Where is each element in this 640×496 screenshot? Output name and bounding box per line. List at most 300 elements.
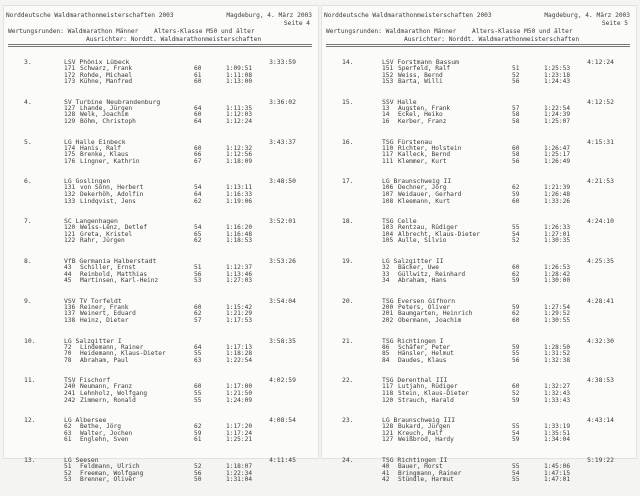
event-name: Wertungsrunden: Waldmarathon Männer [326,28,457,35]
start-number: 63 [64,429,72,437]
championship-title: Norddeutsche Waldmarathonmeisterschaften 2003 [324,12,492,19]
start-number: 122 [64,237,76,245]
team-name: LG Braunschweig II [382,177,452,186]
birth-year: 63 [194,356,202,364]
runner-row [322,151,636,158]
team-name: TSG Derenthal III [382,376,448,385]
header-rule [8,44,312,45]
birth-year: 60 [194,111,202,119]
team-total-time: 4:38:53 [587,376,614,385]
team-name: LG Goslingen [64,177,111,186]
runner-time: 1:17:24 [226,429,253,437]
team-entry [322,257,636,297]
runner-name: Abraham, Hans [398,277,447,285]
runner-time: 1:12:56 [226,151,253,159]
runner-time: 1:18:28 [226,350,253,358]
runner-row [322,430,636,437]
start-number: 136 [64,303,76,311]
birth-year: 54 [512,429,520,437]
runner-name: Kalleck, Bernd [398,151,451,159]
team-name: LG Salzgitter I [64,336,122,345]
start-number: 201 [382,310,394,318]
runner-time: 1:16:48 [226,230,253,238]
runner-time: 1:25:07 [544,117,571,125]
start-number: 121 [382,429,394,437]
team-total-time: 4:24:10 [587,217,614,226]
runner-row [322,390,636,397]
runner-name: Kühne, Manfred [80,78,133,86]
runner-list [322,304,636,324]
runner-name: Rohde, Michael [80,71,133,79]
team-total-time: 4:15:31 [587,137,614,146]
runner-row [322,383,636,390]
birth-year: 55 [512,423,520,431]
team-place: 7. [24,217,32,226]
runner-row [4,357,318,364]
runner-name: Weinert, Eduard [80,310,136,318]
start-number: 13 [382,104,390,112]
birth-year: 54 [194,184,202,192]
birth-year: 55 [512,350,520,358]
birth-year: 56 [194,469,202,477]
runner-row [322,78,636,85]
runner-name: Richter, Holstein [398,144,462,152]
runner-row [322,158,636,165]
runner-time: 1:33:26 [544,197,571,205]
birth-year: 65 [194,230,202,238]
runner-row [322,65,636,72]
team-name: TSG Richtingen II [382,455,448,464]
start-number: 127 [382,436,394,444]
runner-name: Obermann, Joachim [398,316,462,324]
birth-year: 55 [512,476,520,484]
runner-row [4,476,318,483]
runner-name: Weißbrod, Hardy [398,436,454,444]
birth-year: 54 [512,230,520,238]
runner-row [322,350,636,357]
runner-row [4,430,318,437]
start-number: 153 [382,78,394,86]
runner-row [322,304,636,311]
team-place: 14. [342,58,354,66]
runner-list [4,65,318,85]
team-place: 10. [24,336,36,345]
runner-name: Weidauer, Gerhard [398,190,462,198]
birth-year: 60 [194,383,202,391]
birth-year: 55 [512,224,520,232]
runner-row [4,65,318,72]
start-number: 241 [64,389,76,397]
birth-year: 50 [194,476,202,484]
start-number: 45 [64,277,72,285]
start-number: 171 [64,65,76,72]
runner-time: 1:25:21 [226,436,253,444]
age-class: Alters-Klasse M50 und älter [154,28,255,35]
birth-year: 60 [512,144,520,152]
birth-year: 67 [194,157,202,165]
birth-year: 55 [194,350,202,358]
team-entry [322,337,636,377]
team-entry [4,416,318,456]
birth-year: 51 [194,263,202,271]
team-name: LG Braunschweig III [382,416,456,425]
birth-year: 59 [512,436,520,444]
runner-name: Dechner, Jörg [398,184,447,192]
team-name: TSG Celle [382,217,417,226]
birth-year: 55 [512,462,520,470]
start-number: 78 [64,356,72,364]
team-place: 4. [24,97,32,106]
runner-list [4,423,318,443]
runner-row [322,198,636,205]
runner-row [322,476,636,483]
team-place: 12. [24,416,36,425]
runner-name: Güllwitz, Reinhard [398,270,466,278]
team-place: 5. [24,137,32,146]
runner-name: Lutjahn, Rüdiger [398,383,458,391]
runner-list [4,463,318,483]
team-entry [4,456,318,496]
runner-row [4,264,318,271]
team-name: SC Langenhagen [64,217,118,226]
runner-name: Bethe, Jörg [80,423,121,431]
runner-row [4,118,318,125]
birth-year: 61 [194,71,202,79]
event-name: Wertungsrunden: Waldmarathon Männer [8,28,139,35]
runner-time: 1:30:00 [544,277,571,285]
birth-year: 58 [512,151,520,159]
runner-name: Hänsler, Helmut [398,350,454,358]
championship-title: Norddeutsche Waldmarathonmeisterschaften 2003 [6,12,174,19]
runner-row [322,344,636,351]
runner-name: Schäfer, Peter [398,343,451,351]
runner-name: Lehnholz, Wolfgang [80,389,148,397]
runner-name: Neumann, Franz [80,383,133,391]
birth-year: 52 [194,462,202,470]
runner-time: 1:32:38 [544,356,571,364]
team-place: 8. [24,256,32,265]
start-number: 240 [64,383,76,391]
runner-row [322,271,636,278]
team-name: LSV Forstmann Bassum [382,58,459,66]
runner-row [4,151,318,158]
start-number: 40 [382,462,390,470]
runner-row [4,470,318,477]
runner-name: Zimmern, Ronald [80,396,136,404]
runner-name: Brenke, Klaus [80,151,129,159]
runner-list [4,264,318,284]
birth-year: 58 [512,111,520,119]
team-entry [322,58,636,98]
runner-time: 1:11:35 [226,104,253,112]
birth-year: 52 [512,71,520,79]
header-rule [326,46,630,47]
start-number: 42 [382,476,390,484]
runner-list [4,105,318,125]
runner-row [322,111,636,118]
runner-row [4,383,318,390]
start-number: 72 [64,343,72,351]
page-number: Seite 4 [283,20,310,27]
team-total-time: 4:02:59 [269,376,296,385]
runner-time: 1:22:34 [226,469,253,477]
team-place: 13. [24,455,36,464]
runner-row [322,264,636,271]
birth-year: 60 [512,383,520,391]
start-number: 105 [382,237,394,245]
start-number: 117 [382,151,394,159]
header-rule [326,44,630,45]
runner-row [4,423,318,430]
results-list [322,58,636,496]
runner-name: Augsten, Frank [398,104,451,112]
team-entry [322,217,636,257]
birth-year: 51 [512,65,520,72]
birth-year: 56 [512,157,520,165]
runner-list [322,105,636,125]
runner-name: Kleemann, Kurt [398,197,451,205]
team-total-time: 4:28:41 [587,296,614,305]
start-number: 138 [64,316,76,324]
birth-year: 60 [512,316,520,324]
start-number: 200 [382,303,394,311]
runner-row [4,390,318,397]
birth-year: 59 [512,396,520,404]
runner-time: 1:17:13 [226,343,253,351]
runner-name: Brenner, Oliver [80,476,136,484]
start-number: 202 [382,316,394,324]
page-right [322,6,636,484]
runner-time: 1:28:42 [544,270,571,278]
runner-list [322,145,636,165]
team-total-time: 4:21:53 [587,177,614,186]
runner-time: 1:33:19 [544,423,571,431]
team-total-time: 4:25:35 [587,256,614,265]
runner-name: Lindemann, Rainer [80,343,144,351]
runner-list [322,65,636,85]
team-place: 24. [342,455,354,464]
team-entry [4,257,318,297]
team-place: 6. [24,177,32,186]
age-class: Alters-Klasse M50 und älter [472,28,573,35]
start-number: 152 [382,71,394,79]
runner-time: 1:26:47 [544,144,571,152]
runner-row [4,436,318,443]
birth-year: 60 [194,65,202,72]
birth-year: 59 [512,303,520,311]
runner-list [322,383,636,403]
runner-name: Bauer, Horst [398,462,443,470]
runner-time: 1:26:48 [544,190,571,198]
runner-list [4,344,318,364]
runner-time: 1:32:27 [544,383,571,391]
birth-year: 60 [194,78,202,86]
start-number: 133 [64,197,76,205]
runner-row [322,72,636,79]
start-number: 33 [382,270,390,278]
runner-row [4,350,318,357]
runner-row [4,310,318,317]
start-number: 111 [382,157,394,165]
runner-list [4,224,318,244]
start-number: 120 [382,396,394,404]
runner-name: Martinsen, Karl-Heinz [80,277,159,285]
runner-row [322,237,636,244]
runner-row [4,191,318,198]
runner-name: Böhm, Christoph [80,117,136,125]
start-number: 129 [64,117,76,125]
start-number: 106 [382,184,394,192]
team-place: 3. [24,58,32,66]
runner-list [322,344,636,364]
runner-row [322,397,636,404]
start-number: 51 [64,462,72,470]
runner-name: Englehn, Sven [80,436,129,444]
page-header [322,6,636,58]
birth-year: 64 [194,343,202,351]
runner-time: 1:35:51 [544,429,571,437]
results-list [4,58,318,496]
runner-time: 1:28:50 [544,343,571,351]
runner-row [4,231,318,238]
runner-row [4,344,318,351]
birth-year: 64 [194,117,202,125]
birth-year: 62 [512,310,520,318]
runner-time: 1:12:37 [226,263,253,271]
start-number: 44 [64,270,72,278]
start-number: 128 [382,423,394,431]
team-entry [322,297,636,337]
runner-time: 1:21:29 [226,310,253,318]
runner-name: Bukard, Jürgen [398,423,451,431]
birth-year: 60 [194,303,202,311]
team-name: TSG Richtingen I [382,336,444,345]
birth-year: 59 [512,277,520,285]
runner-row [4,397,318,404]
runner-name: Stein, Klaus-Dieter [398,389,469,397]
birth-year: 60 [512,263,520,271]
runner-time: 1:26:53 [544,263,571,271]
start-number: 43 [64,263,72,271]
runner-time: 1:27:54 [544,303,571,311]
runner-time: 1:16:20 [226,224,253,232]
start-number: 110 [382,144,394,152]
start-number: 151 [382,65,394,72]
birth-year: 52 [512,237,520,245]
runner-name: Abraham, Paul [80,356,129,364]
runner-time: 1:17:20 [226,423,253,431]
team-entry [4,98,318,138]
team-name: LG Halle Einbeck [64,137,126,146]
runner-time: 1:31:52 [544,350,571,358]
team-name: VfB Germania Halberstadt [64,256,157,265]
birth-year: 54 [512,469,520,477]
team-total-time: 4:11:45 [269,455,296,464]
team-total-time: 3:53:26 [269,256,296,265]
runner-name: Bringmann, Rainer [398,469,462,477]
runner-row [4,145,318,152]
runner-time: 1:18:53 [226,237,253,245]
runner-time: 1:25:17 [544,151,571,159]
runner-name: Heinz, Dieter [80,316,129,324]
runner-name: Rentzau, Rüdiger [398,224,458,232]
start-number: 175 [64,151,76,159]
team-entry [4,217,318,257]
team-total-time: 3:33:59 [269,58,296,66]
runner-time: 1:17:00 [226,383,253,391]
runner-time: 1:15:42 [226,303,253,311]
team-name: LG Albersee [64,416,107,425]
runner-name: Baumgarten, Heinrich [398,310,473,318]
runner-list [4,145,318,165]
birth-year: 56 [512,78,520,86]
team-place: 19. [342,256,354,265]
runner-time: 1:12:24 [226,117,253,125]
runner-row [4,237,318,244]
runner-list [4,184,318,204]
runner-row [322,436,636,443]
birth-year: 61 [194,436,202,444]
start-number: 104 [382,230,394,238]
team-entry [322,177,636,217]
start-number: 61 [64,436,72,444]
runner-time: 1:24:43 [544,78,571,86]
team-place: 21. [342,336,354,345]
runner-time: 1:32:43 [544,389,571,397]
runner-time: 1:17:53 [226,316,253,324]
start-number: 118 [382,389,394,397]
page-header [4,6,318,58]
start-number: 127 [64,104,76,112]
runner-time: 1:27:03 [226,277,253,285]
birth-year: 66 [194,151,202,159]
runner-row [4,158,318,165]
birth-year: 55 [194,389,202,397]
team-name: VSV TV Torfeldt [64,296,122,305]
team-entry [4,177,318,217]
team-place: 11. [24,376,36,385]
team-name: LG Seesen [64,455,99,464]
start-number: 103 [382,224,394,232]
birth-year: 55 [194,396,202,404]
start-number: 86 [382,343,390,351]
runner-time: 1:34:04 [544,436,571,444]
team-entry [322,138,636,178]
team-entry [322,376,636,416]
start-number: 53 [64,476,72,484]
start-number: 117 [382,383,394,391]
runner-name: Schiller, Ernst [80,263,136,271]
runner-name: Sperfeld, Ralf [398,65,451,72]
start-number: 173 [64,78,76,86]
team-entry [322,98,636,138]
runner-row [4,317,318,324]
runner-name: Welk, Joachim [80,111,129,119]
birth-year: 64 [194,104,202,112]
runner-name: Walter, Jochen [80,429,133,437]
team-place: 15. [342,97,354,106]
birth-year: 57 [194,316,202,324]
runner-time: 1:13:11 [226,184,253,192]
start-number: 14 [382,111,390,119]
start-number: 137 [64,310,76,318]
runner-row [4,184,318,191]
birth-year: 53 [194,277,202,285]
runner-row [4,304,318,311]
runner-row [322,105,636,112]
runner-time: 1:45:06 [544,462,571,470]
runner-name: Peters, Oliver [398,303,451,311]
